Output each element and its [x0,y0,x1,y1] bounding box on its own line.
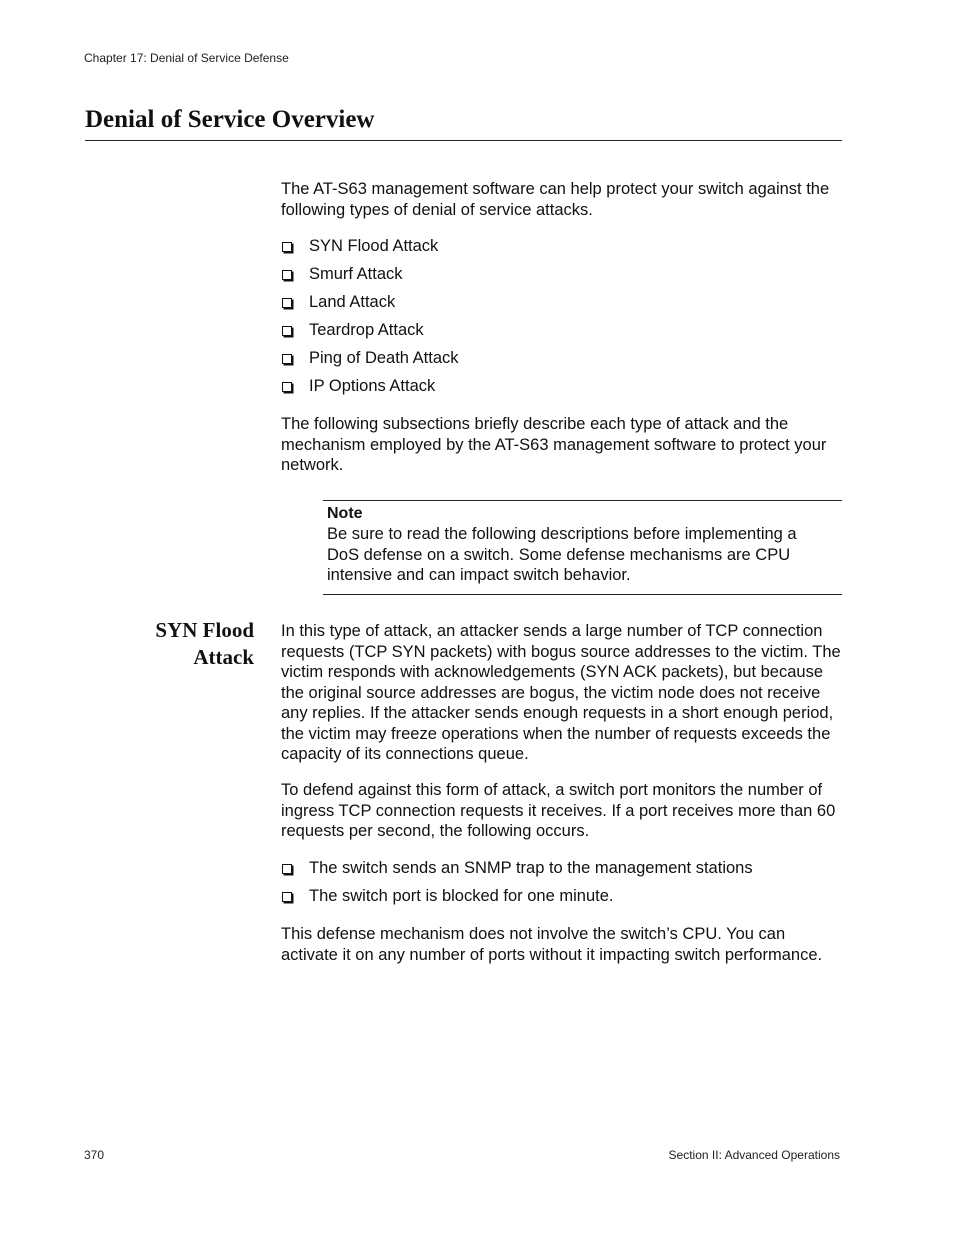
intro-paragraph: The AT-S63 management software can help protect your switch against the following types of denial of service attacks. [281,180,830,219]
list-item-text: IP Options Attack [309,377,436,395]
list-item [281,292,843,320]
syn-paragraph-1: In this type of attack, an attacker sends a large number of TCP connection requests (TCP SYN packets) with bogus source addresses to the victim. The victim responds with acknowledgements (SYN ACK packets), but because the original source addresses are bogus, the victim node does not receive any replies. If the attacker sends enough requests in a short enough period, the victim may freeze operations when the number of requests exceeds the capacity of its connections queue. [281,622,841,763]
checkbox-bullet-icon [282,326,292,336]
list-item [281,858,843,886]
syn-para1-block [281,621,843,765]
checkbox-bullet-icon [282,242,292,252]
note-text: Be sure to read the following descriptions before implementing a DoS defense on a switch. Some defense mechanisms are CPU intensive and can impact switch behavior. [327,525,797,584]
syn-paragraph-3: This defense mechanism does not involve the switch’s CPU. You can activate it on any number of ports without it impacting switch performance. [281,925,823,964]
list-item-text: Land Attack [309,293,396,311]
syn-paragraph-2: To defend against this form of attack, a switch port monitors the number of ingress TCP connection requests it receives. If a port receives more than 60 requests per second, the following occurs. [281,781,836,840]
note-title: Note [327,505,363,522]
list-item-text: The switch port is blocked for one minute. [309,887,614,905]
syn-para2-block [281,780,843,842]
syn-flood-heading-line2: Attack [193,645,254,669]
page-number: 370 [84,1148,105,1162]
checkbox-bullet-icon [282,298,292,308]
checkbox-bullet-icon [282,354,292,364]
intro-block [281,179,843,220]
subsections-intro-block [281,414,843,476]
title-rule [85,140,842,141]
footer-section: Section II: Advanced Operations [668,1148,840,1162]
list-item [281,264,843,292]
list-item-text: Teardrop Attack [309,321,424,339]
checkbox-bullet-icon [282,270,292,280]
checkbox-bullet-icon [282,892,292,902]
checkbox-bullet-icon [282,382,292,392]
running-head: Chapter 17: Denial of Service Defense [84,51,289,65]
syn-flood-heading-line1: SYN Flood [155,618,254,642]
attack-list-block [281,236,843,404]
list-item-text: SYN Flood Attack [309,237,439,255]
note-box [323,500,842,595]
list-item [281,348,843,376]
list-item-text: Ping of Death Attack [309,349,459,367]
subsections-intro-paragraph: The following subsections briefly describe each type of attack and the mechanism employed by the AT-S63 management software to protect your network. [281,415,827,474]
syn-bullets-block [281,858,843,914]
list-item-text: The switch sends an SNMP trap to the management stations [309,859,753,877]
list-item-text: Smurf Attack [309,265,403,283]
page-title: Denial of Service Overview [85,106,375,133]
syn-defense-list [281,858,843,914]
list-item [281,236,843,264]
attack-list [281,236,843,404]
syn-para3-block [281,924,843,965]
list-item [281,320,843,348]
syn-flood-heading [120,617,254,671]
list-item [281,376,843,404]
list-item [281,886,843,914]
checkbox-bullet-icon [282,864,292,874]
